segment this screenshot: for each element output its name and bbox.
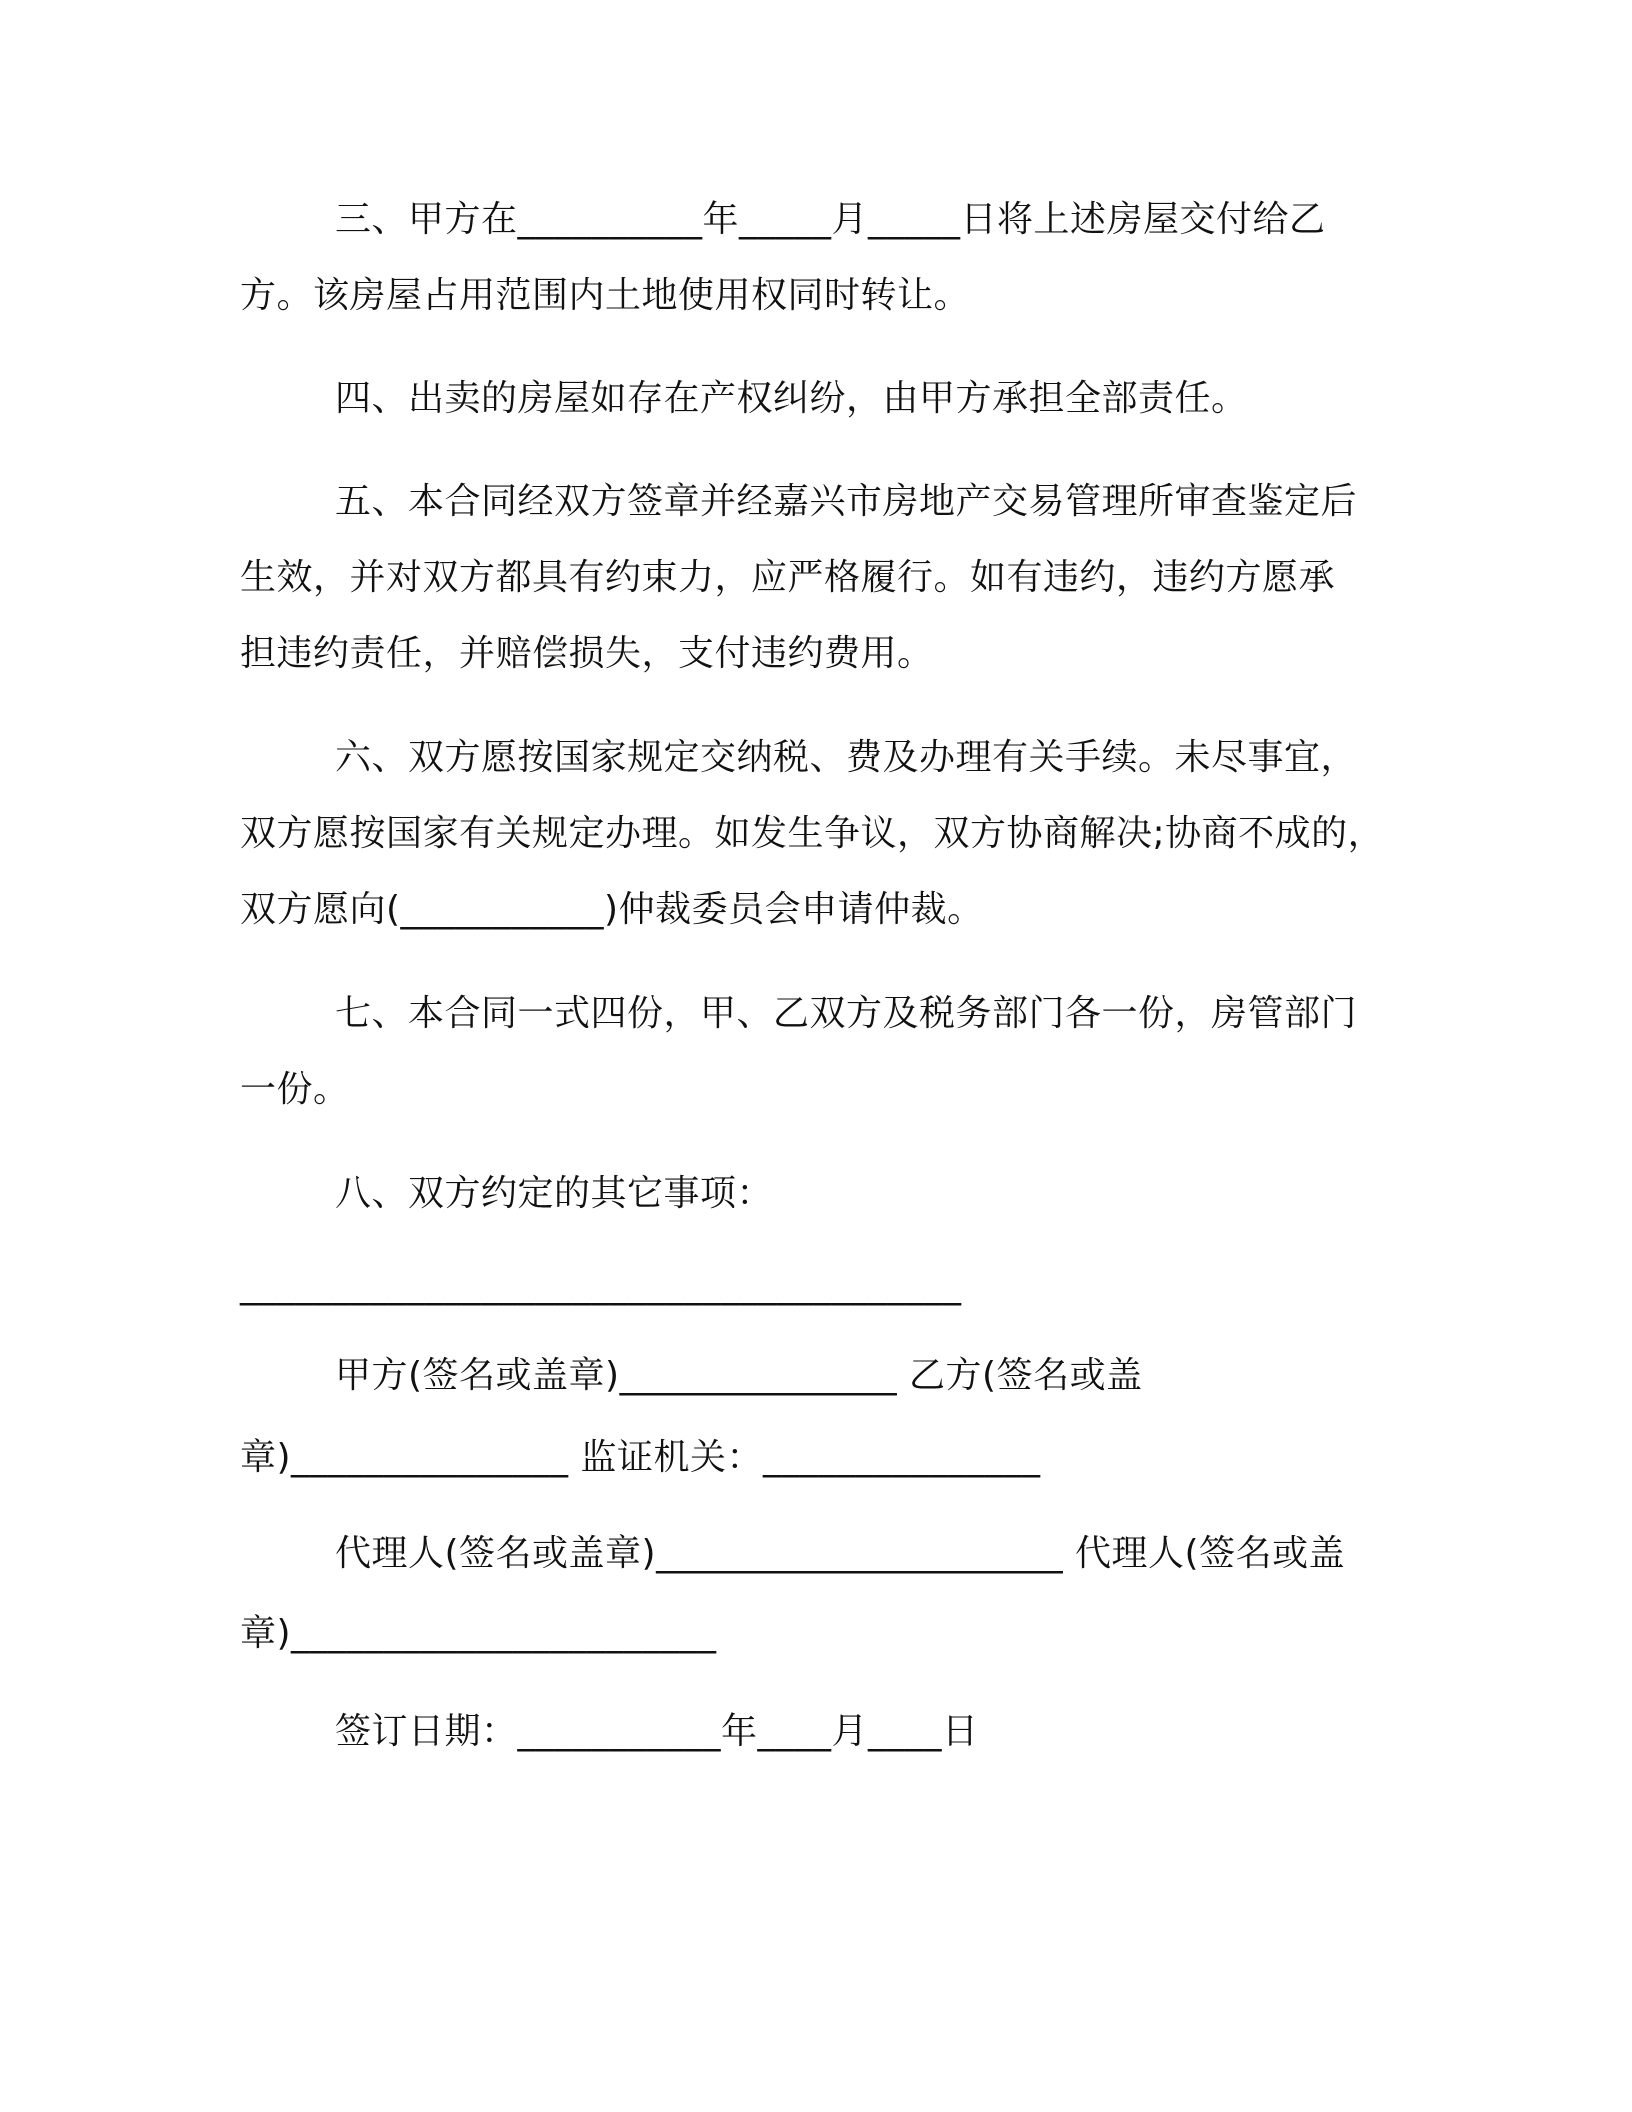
signature-line-1: 甲方(签名或盖章)_______________ 乙方(签名或盖 (335, 1355, 1143, 1396)
clause-7-line-2: 一份。 (240, 1069, 350, 1110)
clause-5-line-1: 五、本合同经双方签章并经嘉兴市房地产交易管理所审查鉴定后 (335, 481, 1358, 522)
clause-3-line-1: 三、甲方在__________年_____月_____日将上述房屋交付给乙 (335, 199, 1326, 240)
clause-6-line-1: 六、双方愿按国家规定交纳税、费及办理有关手续。未尽事宜， (335, 737, 1358, 778)
clause-4-line-1: 四、出卖的房屋如存在产权纠纷，由甲方承担全部责任。 (335, 378, 1248, 419)
signature-line-2: 章)_______________ 监证机关：_______________ (240, 1437, 1041, 1478)
clause-6-line-2: 双方愿按国家有关规定办理。如发生争议，双方协商解决;协商不成的， (240, 813, 1385, 854)
clause-6-line-3: 双方愿向(___________)仲裁委员会申请仲裁。 (240, 889, 984, 930)
agent-signature-line-1: 代理人(签名或盖章)______________________ 代理人(签名或盖 (335, 1533, 1346, 1574)
signing-date-line: 签订日期：___________年____月____日 (335, 1711, 979, 1752)
clause-8-heading: 八、双方约定的其它事项： (335, 1173, 774, 1214)
clause-5-line-2: 生效，并对双方都具有约束力，应严格履行。如有违约，违约方愿承 (240, 557, 1336, 598)
agent-signature-line-2: 章)_______________________ (240, 1613, 717, 1654)
clause-7-line-1: 七、本合同一式四份，甲、乙双方及税务部门各一份，房管部门 (335, 993, 1358, 1034)
clause-3-line-2: 方。该房屋占用范围内土地使用权同时转让。 (240, 275, 971, 316)
clause-8-blank-line: _______________________________________ (240, 1265, 962, 1306)
clause-5-line-3: 担违约责任，并赔偿损失，支付违约费用。 (240, 633, 934, 674)
